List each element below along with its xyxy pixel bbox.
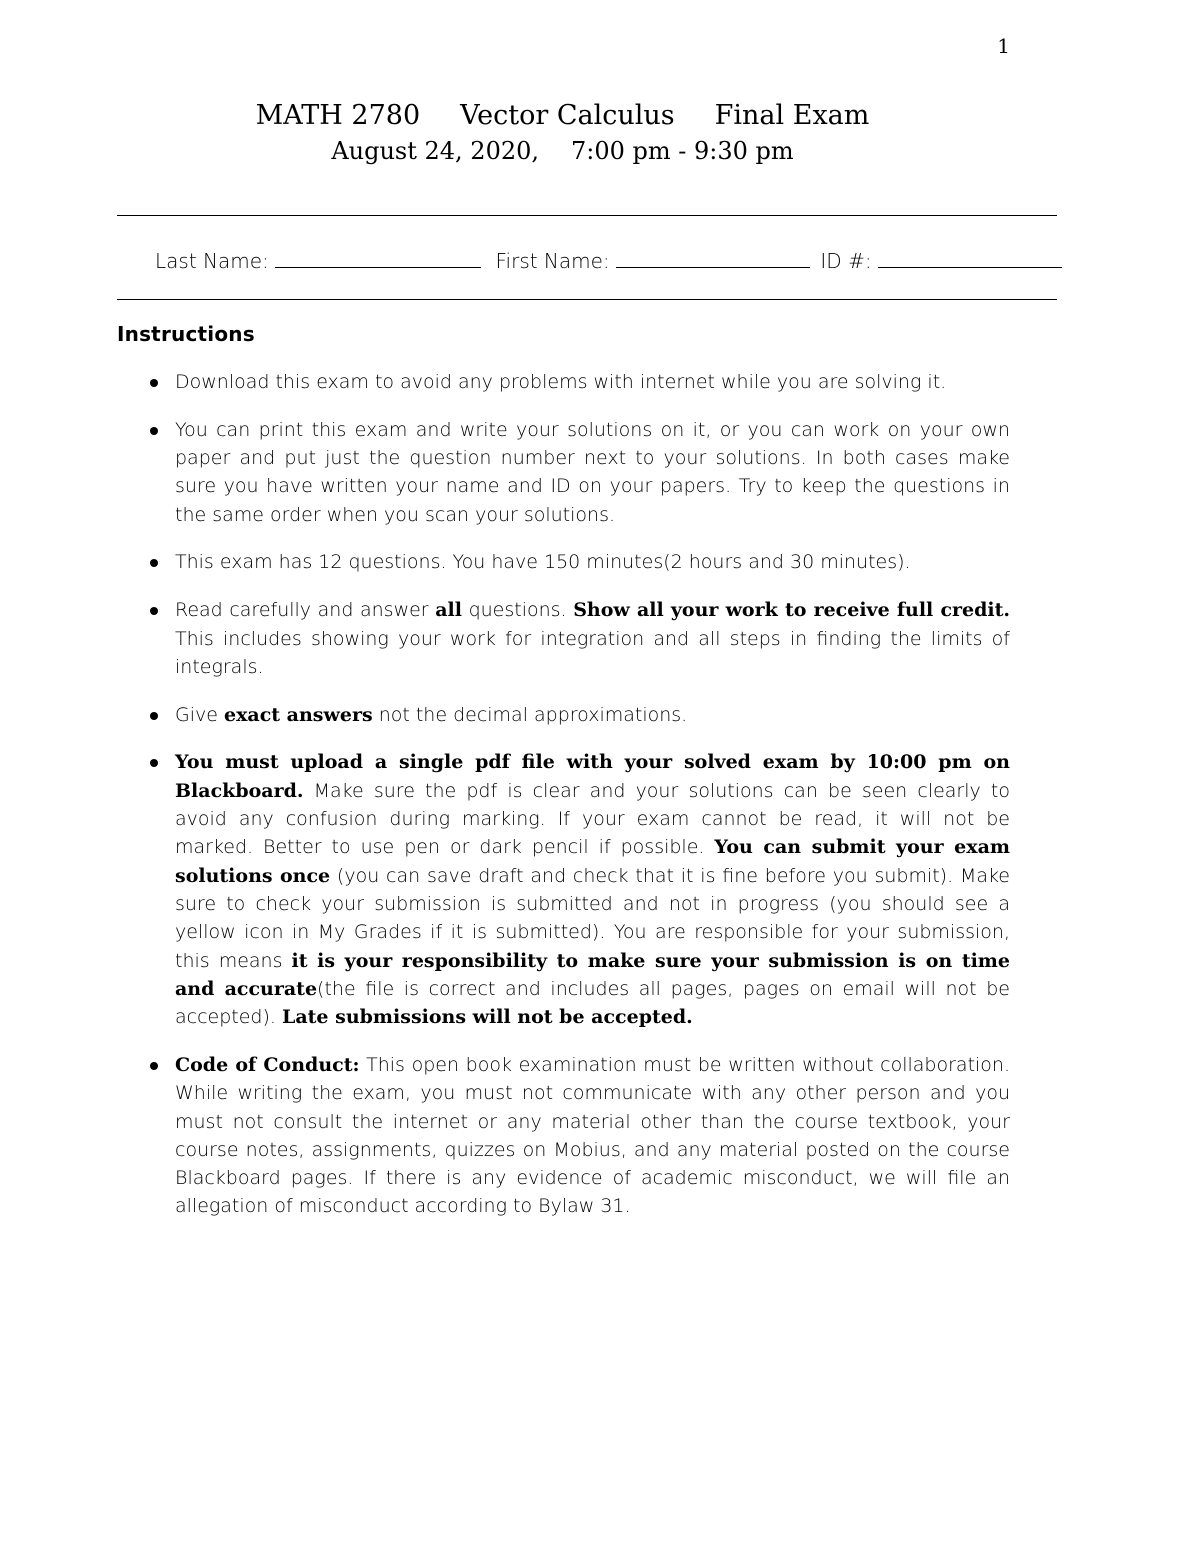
exam-type: Final Exam <box>714 100 870 131</box>
instruction-item <box>148 701 1010 729</box>
bullet-icon <box>150 427 158 435</box>
instruction-text: This exam has 12 questions. You have 150 minutes(2 hours and 30 minutes). <box>175 551 911 574</box>
bottom-divider <box>117 299 1057 300</box>
instruction-text: Download this exam to avoid any problems with internet while you are solving it. <box>175 371 947 393</box>
instruction-item <box>148 548 1010 576</box>
last-name-blank[interactable] <box>275 251 481 268</box>
instruction-emphasis: it is your responsibility to make sure your submission is on time and accurate <box>175 949 1011 1000</box>
bullet-icon <box>150 379 158 387</box>
instruction-emphasis: You must upload a single pdf file with your solved exam by 10:00 pm on Blackboard. <box>175 751 1010 802</box>
instruction-text: You can print this exam and write your solutions on it, or you can work on your own paper and put just the question number next to your solutions. In both cases make sure you have written your name and ID on your papers. Try to keep the questions in the same order when you scan your solutions. <box>175 418 1010 526</box>
instruction-item <box>148 748 1010 1031</box>
instruction-item <box>148 596 1010 681</box>
instruction-text: questions. <box>461 599 574 622</box>
exam-time: 7:00 pm - 9:30 pm <box>571 137 794 165</box>
exam-header <box>0 98 1125 168</box>
instruction-text: not the decimal approximations. <box>372 703 688 726</box>
course-code: MATH 2780 <box>255 100 421 131</box>
instruction-emphasis: Show all your work to receive full credit. <box>573 599 1011 622</box>
id-blank[interactable] <box>878 251 1062 268</box>
course-name: Vector Calculus <box>460 100 675 131</box>
instruction-emphasis: all <box>435 599 462 622</box>
instruction-text: (the file is correct and includes all pages, pages on email will not be accepted). <box>175 977 1010 1029</box>
exam-title <box>0 98 1125 134</box>
first-name-label: First Name: <box>495 249 610 273</box>
instruction-emphasis: Late submissions will not be accepted. <box>281 1006 693 1029</box>
instruction-emphasis: Code of Conduct: <box>175 1053 360 1076</box>
instructions-list <box>148 368 1010 1240</box>
id-label: ID #: <box>820 249 872 273</box>
instruction-text: Make sure the pdf is clear and your solutions can be seen clearly to avoid any confusion during marking. If your exam cannot be read, it will not be marked. Better to use pen or dark pencil if possible. <box>175 779 1010 859</box>
student-info-fields <box>155 247 1070 275</box>
instruction-text: Read carefully and answer <box>175 599 436 622</box>
page-number: 1 <box>997 34 1010 58</box>
instruction-item <box>148 368 1010 396</box>
bullet-icon <box>150 759 158 767</box>
bullet-icon <box>150 559 158 567</box>
instruction-text: This open book examination must be written without collaboration. While writing the exam, you must not communicate with any other person and you must not consult the internet or any material other than the course textbook, your course notes, assignments, quizzes on Mobius, and any material posted on the course Blackboard pages. If there is any evidence of academic misconduct, we will file an allegation of misconduct according to Bylaw 31. <box>175 1053 1011 1218</box>
instruction-item <box>148 1051 1010 1221</box>
instruction-text: This includes showing your work for integration and all steps in finding the limits of integrals. <box>175 627 1010 678</box>
exam-date: August 24, 2020, <box>331 137 540 165</box>
bullet-icon <box>150 607 158 615</box>
bullet-icon <box>150 712 158 720</box>
last-name-label: Last Name: <box>155 249 269 273</box>
instruction-item <box>148 416 1010 529</box>
instruction-emphasis: exact answers <box>223 703 373 726</box>
instruction-emphasis: You can submit your exam solutions once <box>175 836 1010 887</box>
first-name-blank[interactable] <box>616 251 810 268</box>
bullet-icon <box>150 1062 158 1070</box>
top-divider <box>117 215 1057 216</box>
instruction-text: (you can save draft and check that it is fine before you submit). Make sure to check your submission is submitted and not in progress (you should see a yellow icon in My Grades if it is submitted). You are responsible for your submission, this means <box>175 864 1010 972</box>
exam-datetime <box>0 134 1125 168</box>
instruction-text: Give <box>175 703 224 726</box>
instructions-heading: Instructions <box>117 322 255 346</box>
